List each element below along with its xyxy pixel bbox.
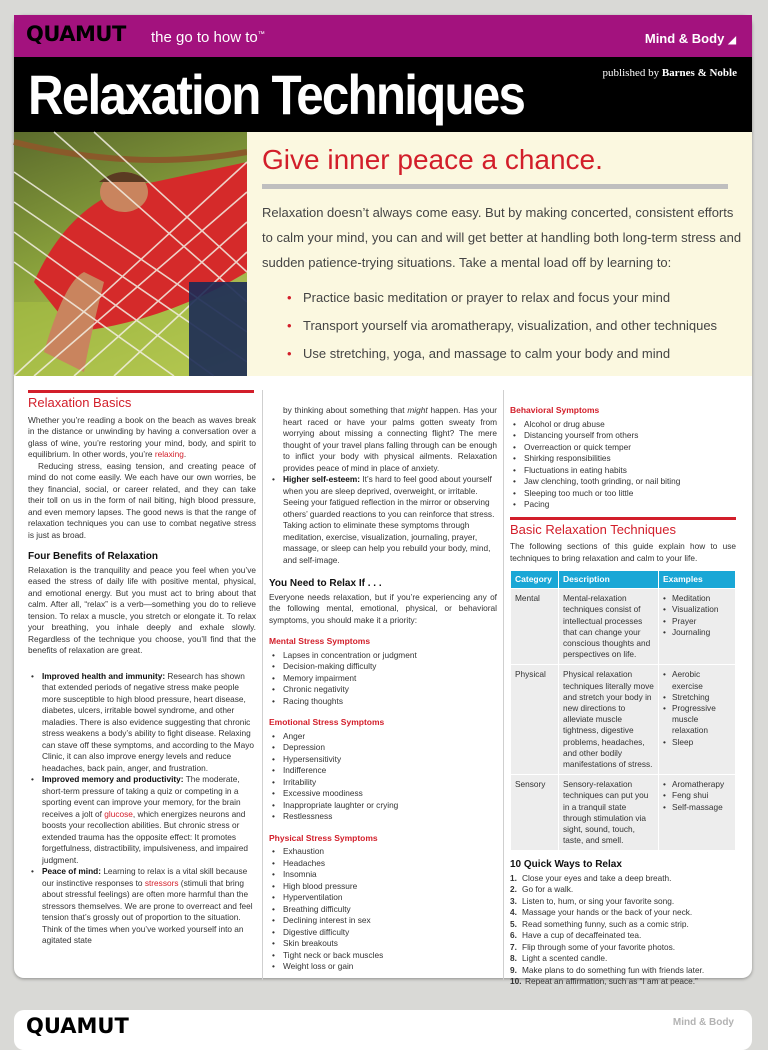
table-header: Examples [659,571,736,589]
hero-headline: Give inner peace a chance. [262,144,603,175]
list-item: • Pacing [510,499,736,511]
list-number: 5. [510,918,517,929]
benefit-key: Higher self-esteem: [283,474,361,484]
table-header: Category [511,571,559,589]
list-number: 4. [510,907,517,918]
benefit-key: Peace of mind: [42,866,102,876]
category-arrow-icon: ◢ [728,35,736,46]
list-item: • Weight loss or gain [269,961,497,973]
list-item: • Shirking responsibilities [510,453,736,465]
table-cell: Sensory [511,775,559,851]
list-item: • Jaw clenching, tooth grinding, or nail biting [510,476,736,488]
next-page-preview [14,1010,752,1050]
example-item: • Prayer [663,616,731,627]
publisher-prefix: published by [602,67,660,79]
list-item [510,907,736,919]
example-item: • Stretching [663,692,731,703]
quamut-logo: QUAMUT [26,1014,129,1038]
emotional-symptoms-list [269,731,497,823]
list-text: Close your eyes and take a deep breath. [522,872,672,883]
glucose-link[interactable]: glucose [104,808,133,819]
tagline [151,29,265,46]
list-number: 7. [510,941,517,952]
mental-symptoms-list [269,650,497,708]
physical-symptoms-list [269,846,497,973]
mental-symptoms-heading: Mental Stress Symptoms [269,636,371,646]
hero-divider [262,184,728,189]
table-cell: Physical relaxation techniques literally move and stretch your body in new directions to alleviate muscle tightness, digestive problems, headaches, and other bodily manifestations of stress. [559,665,659,775]
list-item [510,930,736,942]
list-item: • Lapses in concentration or judgment [269,650,497,662]
list-item: • Breathing difficulty [269,904,497,916]
table-cell [659,589,736,665]
example-item: • Meditation [663,593,731,604]
behavioral-symptoms-list [510,419,736,511]
list-text: Flip through some of your favorite photos. [522,941,676,952]
list-item: • Sleeping too much or too little [510,488,736,500]
category-text: Mind & Body [644,31,725,46]
list-item: • Declining interest in sex [269,915,497,927]
example-item: • Visualization [663,604,731,615]
list-item: • Fluctuations in eating habits [510,465,736,477]
table-cell: Sensory-relaxation techniques can put you in a tranquil state through stimulation via sight, sound, touch, taste, and smell. [559,775,659,851]
hero-bullets [287,290,742,374]
trademark: ™ [257,31,265,38]
man-in-hammock-photo [14,132,247,376]
table-row [511,665,736,775]
basics-paragraph: Reducing stress, easing tension, and creating peace of mind do not come easily. We each have our own worries, be they financial, social, or career related, and they can take their toll on us in the form of nail biting, high blood pressure, and even memory lapses. The good news is that the range of relaxation techniques you can use to combat negative stress is just as broad. [28,460,256,540]
list-item: • High blood pressure [269,881,497,893]
benefit-item [28,671,256,775]
list-item [510,965,736,977]
example-item: • Journaling [663,627,731,638]
list-number: 10. [510,976,522,987]
table-cell: Physical [511,665,559,775]
guide-page [14,15,752,987]
benefits-heading: Four Benefits of Relaxation [28,551,159,562]
benefit-text: Research has shown that extended periods of negative stress make people more susceptible to high blood pressure, heart disease, diabetes, ulcers, irritable bowel syndrome, and other maladies. There is also evidence suggesting that chronic stress weakens a body’s ability to fight disease. Relaxing can stave off these symptoms, and according to the Mayo Clinic, it can also improve energy levels and reduce headaches, back pain, anger, and frustration. [42,670,254,773]
list-number: 2. [510,884,517,895]
page-title: Relaxation Techniques [28,63,525,126]
example-item: • Self-massage [663,802,731,813]
list-item: • Exhaustion [269,846,497,858]
benefit-continuation [269,405,497,474]
list-text: Listen to, hum, or sing your favorite song. [522,895,675,906]
benefit-item [28,866,256,947]
list-number: 3. [510,895,517,906]
list-item: • Headaches [269,858,497,870]
column-symptoms [269,405,497,973]
list-item: • Inappropriate laughter or crying [269,800,497,812]
table-cell [659,775,736,851]
table-cell [659,665,736,775]
benefit-key: Improved health and immunity: [42,670,166,681]
physical-symptoms-heading: Physical Stress Symptoms [269,832,378,843]
section-title-basics: Relaxation Basics [28,395,132,410]
section-title-techniques: Basic Relaxation Techniques [510,521,676,537]
example-item: • Sleep [663,737,731,748]
table-header-row [511,571,736,589]
benefit-text: The moderate, short-term pressure of taking a quiz or competing in a sporting event can improve your memory, for the brain receives a jolt of [42,774,241,819]
text: . [183,449,187,459]
hero-bullet: • Use stretching, yoga, and massage to calm your body and mind [287,346,742,374]
benefits-list-continued [269,474,497,566]
list-text: Go for a walk. [522,884,574,895]
column-techniques [510,405,736,988]
list-item [510,976,736,988]
publisher-credit [603,67,737,79]
list-number: 8. [510,953,517,964]
hero-bullet: • Transport yourself via aromatherapy, visualization, and other techniques [287,318,742,346]
list-item: • Overreaction or quick temper [510,442,736,454]
list-text: Light a scented candle. [522,953,608,964]
behavioral-symptoms-heading: Behavioral Symptoms [510,405,600,415]
quamut-logo[interactable]: QUAMUT [26,22,126,46]
benefit-item [28,774,256,866]
list-item: • Memory impairment [269,673,497,685]
list-text: Massage your hands or the back of your neck. [522,907,693,918]
benefits-list [28,671,256,947]
list-item: • Excessive moodiness [269,788,497,800]
category-label: Mind & Body [672,1017,734,1028]
hero-intro: Relaxation doesn’t always come easy. But by making concerted, consistent efforts to calm your mind, you can and will get better at handling both long-term stress and sudden patience-trying situations. Take a mental load off by learning to: [262,205,742,270]
example-item: • Aerobic exercise [663,669,731,691]
list-item: • Skin breakouts [269,938,497,950]
hammock-illustration [14,132,247,376]
quick-ways-list [510,873,736,988]
table-header: Description [559,571,659,589]
emotional-symptoms-heading: Emotional Stress Symptoms [269,717,385,727]
list-item: • Hypersensitivity [269,754,497,766]
benefit-text: , which energizes neurons and boosts your recollection abilities. But chronic stress or extended trauma has the opposite effect: It promotes forgetfulness, distractibility, impulsiveness, and impaired judgment. [42,808,248,865]
list-item: • Chronic negativity [269,684,497,696]
list-item: • Insomnia [269,869,497,881]
list-item: • Hyperventilation [269,892,497,904]
list-item: • Alcohol or drug abuse [510,419,736,431]
list-item [510,942,736,954]
list-item: • Anger [269,731,497,743]
list-item: • Decision-making difficulty [269,661,497,673]
category-label[interactable] [645,31,736,46]
benefit-key: Improved memory and productivity: [42,774,184,784]
list-item [510,953,736,965]
section-rule [510,517,736,520]
text: Whether you’re reading a book on the beach as waves break in the distance or unwinding by having a conversation over a glass of wine, you’re restoring your mind, body, and spirit to equilibrium. In other words, you’re [28,414,256,459]
example-item: • Feng shui [663,790,731,801]
list-item [510,873,736,885]
list-number: 9. [510,964,517,975]
tagline-text: the go to how to [151,29,258,46]
benefit-text: (stimuli that bring about stressful feelings) are often more harmful than the stressors themselves. We are prone to overreact and feel tension that’s grossly out of proportion to the situation. Think of the times when you’ve worked yourself into an agitated state [42,877,253,945]
example-item: • Progressive muscle relaxation [663,703,731,737]
list-item [510,884,736,896]
column-divider [262,390,263,980]
benefits-intro: Relaxation is the tranquility and peace you feel when you’ve eased the stress of daily life with positive mental, physical, and emotional energy. But you must act to bring about that calm. After all, “relax” is a verb—something you do to relieve tension. To relax a muscle, you stretch or elongate it. To relax your breathing, you inhale deeply and exhale slowly. Regardless of the technique you choose, you’ll find that the benefits of relaxation are great. [28,564,256,655]
list-item [510,919,736,931]
relaxing-link[interactable]: relaxing [154,449,184,459]
list-item: • Restlessness [269,811,497,823]
list-text: Read something funny, such as a comic strip. [522,918,689,929]
emphasis: might [407,405,428,415]
list-item: • Digestive difficulty [269,927,497,939]
need-to-relax-intro: Everyone needs relaxation, but if you’re experiencing any of the following mental, emotional, physical, or behavioral symptoms, you should make it a priority: [269,591,497,625]
list-item [510,896,736,908]
list-text: Repeat an affirmation, such as “I am at peace.” [525,976,698,987]
title-bar [14,57,752,132]
list-text: Have a cup of decaffeinated tea. [522,930,642,941]
benefit-item [269,474,497,566]
benefit-text: Learning to relax is a vital skill because our instinctive responses to [42,866,248,888]
publisher-name: Barnes & Noble [661,67,737,79]
stressors-link[interactable]: stressors [144,877,179,888]
example-item: • Aromatherapy [663,779,731,790]
table-row [511,775,736,851]
list-item: • Distancing yourself from others [510,430,736,442]
column-divider [503,390,504,980]
list-text: Make plans to do something fun with friends later. [522,964,705,975]
techniques-table [510,570,736,851]
table-row [511,589,736,665]
list-item: • Depression [269,742,497,754]
text: happen. Has your heart raced or have your palms gotten sweaty from worrying about missing a connecting flight? The mere thought of your travel plans falling through can be enough to inflict your body with physical ailments. Relaxation provides peace of mind in place of anxiety. [283,405,497,473]
section-rule [28,390,254,393]
list-item: • Racing thoughts [269,696,497,708]
quick-ways-heading: 10 Quick Ways to Relax [510,859,622,871]
hero-panel [247,132,752,376]
techniques-intro: The following sections of this guide explain how to use techniques to bring relaxation and calm to your life. [510,541,736,563]
benefit-text: It’s hard to feel good about yourself when you are sleep deprived, overweight, or irritable. Seeing your fatigued reflection in the mirror or observing others’ guarded reactions to you can reinforce that stress. Taking action to eliminate these symptoms through meditation, exercise, visualization, journaling, prayer, massage, or sleep can help you rebuild your body, mind, and self-image. [283,474,495,565]
list-number: 6. [510,930,517,941]
list-number: 1. [510,872,517,883]
hero-bullet: • Practice basic meditation or prayer to relax and focus your mind [287,290,742,318]
list-item: • Tight neck or back muscles [269,950,497,962]
need-to-relax-heading: You Need to Relax If . . . [269,578,382,589]
list-item: • Irritability [269,777,497,789]
list-item: • Indifference [269,765,497,777]
table-cell: Mental-relaxation techniques consist of intellectual processes that can change your conscious thoughts and perspectives on life. [559,589,659,665]
basics-paragraph [28,415,256,461]
top-bar [14,15,752,57]
column-relaxation-basics [28,390,256,947]
table-cell: Mental [511,589,559,665]
text: by thinking about something that [283,405,408,415]
